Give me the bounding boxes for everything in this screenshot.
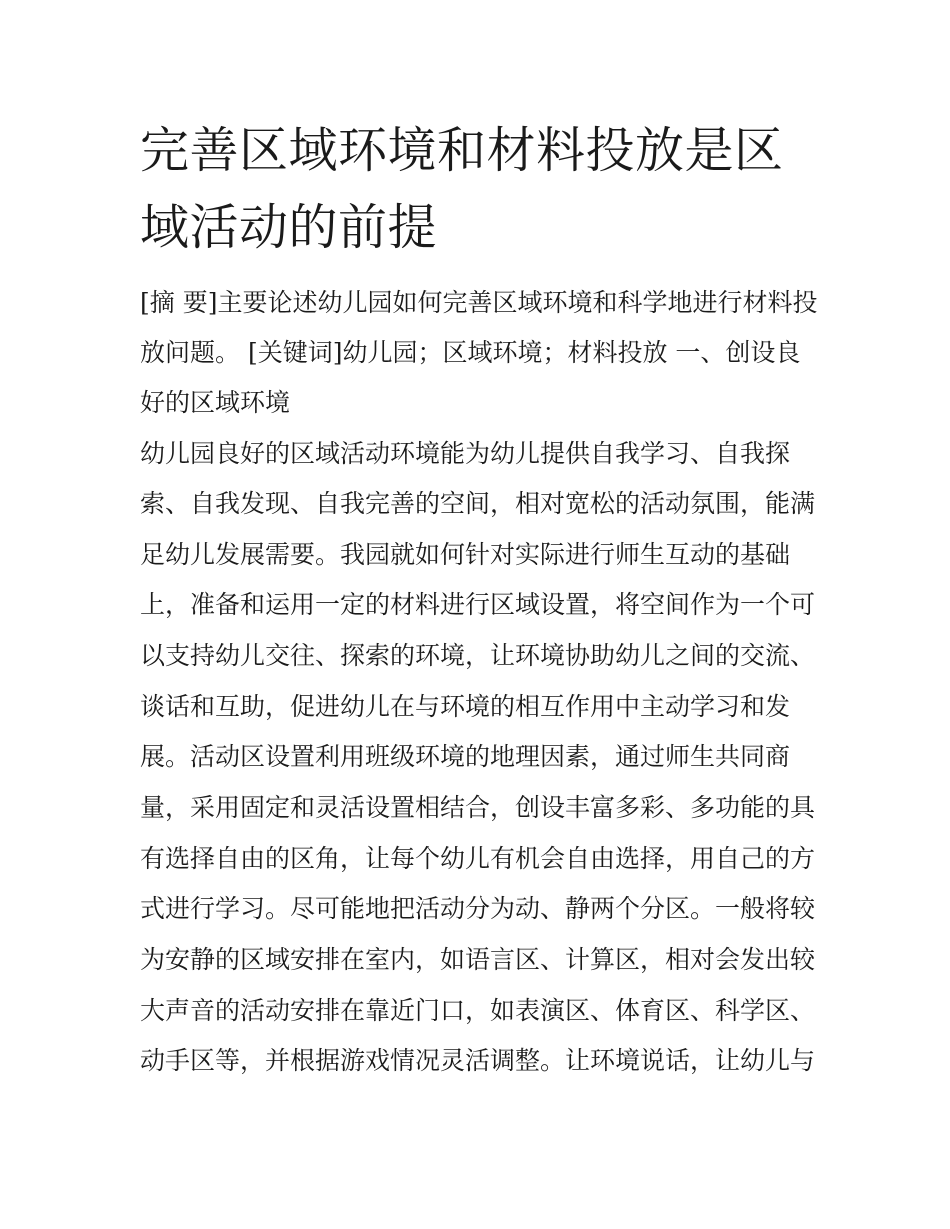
title-line-2: 域活动的前提 [140, 199, 438, 256]
title-line-1: 完善区域环境和材料投放是区 [140, 122, 784, 179]
body-line-6: 谈话和互助，促进幼儿在与环境的相互作用中主动学习和发 [140, 692, 791, 721]
body-line-9: 有选择自由的区角，让每个幼儿有机会自由选择，用自己的方 [140, 844, 816, 873]
body-line-1: 幼儿园良好的区域活动环境能为幼儿提供自我学习、自我探 [140, 439, 791, 468]
abstract-line-1: [摘 要]主要论述幼儿园如何完善区域环境和科学地进行材料投 [140, 288, 818, 317]
document-title [140, 112, 820, 266]
abstract-line-2: 放问题。 [关键词]幼儿园；区域环境；材料投放 一、创设良 [140, 338, 801, 367]
body-line-3: 足幼儿发展需要。我园就如何针对实际进行师生互动的基础 [140, 540, 791, 569]
body-line-7: 展。活动区设置利用班级环境的地理因素，通过师生共同商 [140, 742, 791, 771]
body-line-13: 动手区等，并根据游戏情况灵活调整。让环境说话，让幼儿与 [140, 1046, 816, 1075]
body-line-4: 上，准备和运用一定的材料进行区域设置，将空间作为一个可 [140, 590, 816, 619]
body-line-10: 式进行学习。尽可能地把活动分为动、静两个分区。一般将较 [140, 894, 816, 923]
body-line-12: 大声音的活动安排在靠近门口，如表演区、体育区、科学区、 [140, 996, 816, 1025]
body-line-2: 索、自我发现、自我完善的空间，相对宽松的活动氛围，能满 [140, 489, 816, 518]
body-line-11: 为安静的区域安排在室内，如语言区、计算区，相对会发出较 [140, 945, 816, 974]
body-line-8: 量，采用固定和灵活设置相结合，创设丰富多彩、多功能的具 [140, 793, 816, 822]
body-line-5: 以支持幼儿交往、探索的环境，让环境协助幼儿之间的交流、 [140, 641, 816, 670]
abstract-line-3: 好的区域环境 [140, 388, 291, 417]
